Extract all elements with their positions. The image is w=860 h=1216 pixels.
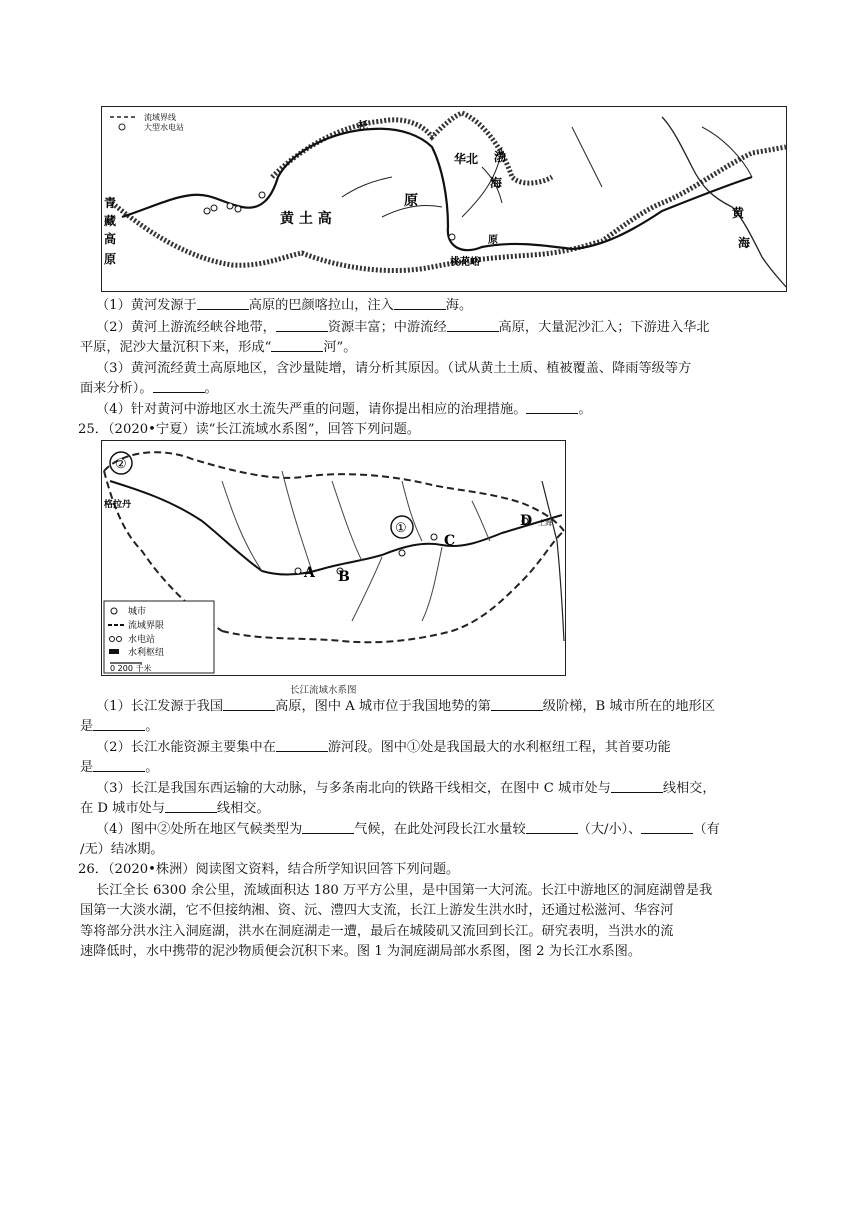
answer-blank[interactable]	[276, 318, 328, 332]
yangtze-legend-boundary: 流域界限	[128, 621, 165, 631]
q25-text-2a: 是	[80, 719, 94, 734]
q25-text-3a: （2）长江水能资源主要集中在	[96, 740, 276, 755]
map1-label-huabei: 华北	[454, 152, 479, 166]
q25-text-6b: 线相交。	[216, 801, 270, 816]
answer-blank[interactable]	[394, 296, 446, 310]
q24-text-1b: 高原的巴颜喀拉山，注入	[248, 298, 394, 313]
answer-blank[interactable]	[93, 717, 145, 731]
q24-text-2c: 高原，大量泥沙汇入；下游进入华北	[498, 320, 710, 335]
yangtze-legend-hub: 水利枢纽	[128, 648, 165, 658]
q26-heading-text: 26．（2020•株洲）阅读图文资料，结合所学知识回答下列问题。	[78, 862, 460, 877]
q25-line-2	[80, 717, 158, 736]
yangtze-mark-1: ①	[395, 521, 407, 536]
yangtze-river-map	[101, 440, 566, 676]
map1-label-qing: 青	[104, 196, 117, 210]
q24-text-2a: （2）黄河上游流经峡谷地带，	[96, 320, 276, 335]
q25-text-7d: （有	[693, 822, 720, 837]
q24-text-5a: 面来分析）。	[80, 381, 153, 396]
q25-text-8: /无）结冰期。	[80, 842, 164, 857]
map1-label-taohuayu: 桃花峪	[450, 257, 480, 268]
q25-line-4	[80, 758, 158, 777]
q25-heading	[78, 420, 420, 439]
q25-text-1b: 高原，图中 A 城市位于我国地势的第	[275, 699, 491, 714]
q24-text-1c: 海。	[445, 298, 473, 313]
q24-text-5b: 。	[204, 381, 218, 396]
q25-text-7c: （大/小）、	[577, 822, 642, 837]
map1-label-yuan: 原	[104, 252, 117, 266]
q24-line-4	[96, 359, 691, 378]
q24-text-6b: 。	[578, 402, 592, 417]
yangtze-legend-scale: 0 200 千米	[110, 664, 152, 673]
q25-line-7	[96, 820, 720, 839]
q25-line-8	[80, 840, 164, 859]
answer-blank[interactable]	[526, 400, 578, 414]
q24-text-3b: 河”。	[323, 340, 357, 355]
q24-line-2	[96, 318, 710, 337]
q24-text-2b: 资源丰富；中游流经	[327, 320, 447, 335]
q25-line-6	[80, 799, 270, 818]
yangtze-city-B: B	[338, 569, 350, 585]
answer-blank[interactable]	[276, 738, 328, 752]
q25-text-4b: 。	[145, 760, 159, 775]
answer-blank[interactable]	[271, 338, 323, 352]
q26-para-2: 国第一大淡水湖，它不但接纳湘、资、沅、澧四大支流，长江上游发生洪水时，还通过松滋河、华容河	[80, 903, 674, 918]
q24-text-3a: 平原，泥沙大量沉积下来，形成“	[80, 340, 272, 355]
q25-line-3	[96, 738, 671, 757]
map1-label-tuo: 托	[358, 121, 368, 132]
answer-blank[interactable]	[197, 296, 249, 310]
map1-label-hai: 海	[490, 176, 503, 190]
q25-text-7a: （4）图中②处所在地区气候类型为	[96, 822, 303, 837]
legend-boundary: 流域界线	[144, 113, 176, 122]
yangtze-legend-city: 城市	[128, 607, 147, 617]
yangtze-legend-station: 水电站	[128, 635, 156, 645]
q25-line-5	[96, 779, 716, 798]
q24-line-1	[96, 296, 472, 315]
q25-text-1a: （1）长江发源于我国	[96, 699, 224, 714]
q25-text-1c: 级阶梯，B 城市所在的地形区	[542, 699, 715, 714]
map1-label-huang: 黄	[732, 206, 745, 220]
map1-label-loess-yuan: 原	[404, 193, 418, 209]
yangtze-city-A: A	[304, 565, 315, 581]
yangtze-city-C: C	[444, 533, 456, 549]
q26-heading	[78, 860, 459, 879]
q24-text-4: （3）黄河流经黄土高原地区，含沙量陡增，请分析其原因。（试从黄土土质、植被覆盖、降雨等级等方	[96, 361, 692, 376]
q25-text-3b: 游河段。图中①处是我国最大的水利枢纽工程，其首要功能	[327, 740, 671, 755]
q24-line-6	[96, 400, 592, 419]
q25-line-1	[96, 697, 715, 716]
q25-text-5b: 线相交，	[662, 781, 716, 796]
q26-para-4: 速降低时，水中携带的泥沙物质便会沉积下来。图 1 为洞庭湖局部水系图，图 2 为长江水系图。	[80, 944, 642, 959]
answer-blank[interactable]	[526, 820, 578, 834]
yangtze-map-caption: 长江流域水系图	[290, 685, 357, 696]
legend-station: 大型水电站	[144, 123, 184, 132]
answer-blank[interactable]	[447, 318, 499, 332]
map1-label-hai2: 海	[738, 236, 751, 250]
yellow-river-map	[101, 106, 787, 292]
q25-text-2b: 。	[145, 719, 159, 734]
yangtze-mark-2: ②	[115, 457, 127, 472]
q26-para-1: 长江全长 6300 余公里，流域面积达 180 万平方公里，是中国第一大河流。长江中游地区的洞庭湖曾是我	[96, 883, 713, 898]
map1-label-yuan3: 原	[488, 235, 498, 246]
q24-line-3	[80, 338, 357, 357]
yangtze-city-D: D	[520, 513, 533, 529]
q25-text-6a: 在 D 城市处与	[80, 801, 165, 816]
q25-text-4a: 是	[80, 760, 94, 775]
q26-para-3: 等将部分洪水注入洞庭湖，洪水在洞庭湖走一遭，最后在城陵矶又流回到长江。研究表明，当洪水的流	[80, 924, 674, 939]
map1-label-gao: 高	[104, 232, 117, 246]
answer-blank[interactable]	[491, 697, 543, 711]
answer-blank[interactable]	[611, 779, 663, 793]
answer-blank[interactable]	[93, 758, 145, 772]
answer-blank[interactable]	[165, 799, 217, 813]
answer-blank[interactable]	[302, 820, 354, 834]
map1-label-loess-plateau: 黄 土 高	[280, 211, 332, 227]
q24-text-1a: （1）黄河发源于	[96, 298, 197, 313]
answer-blank[interactable]	[641, 820, 693, 834]
yangtze-map-drawing	[102, 441, 565, 675]
q25-heading-text: 25．（2020•宁夏）读“长江流域水系图”，回答下列问题。	[78, 422, 420, 437]
yellow-river-map-drawing	[102, 107, 786, 291]
answer-blank[interactable]	[223, 697, 275, 711]
answer-blank[interactable]	[153, 379, 205, 393]
yangtze-label-geladandong: 格拉丹	[104, 500, 132, 510]
yangtze-label-shanghai: 上海	[538, 519, 552, 527]
map1-label-zang: 藏	[104, 214, 117, 228]
q24-text-6a: （4）针对黄河中游地区水土流失严重的问题，请你提出相应的治理措施。	[96, 402, 527, 417]
q24-line-5	[80, 379, 218, 398]
q25-text-5a: （3）长江是我国东西运输的大动脉，与多条南北向的铁路干线相交，在图中 C 城市处与	[96, 781, 611, 796]
q25-text-7b: 气候，在此处河段长江水量较	[354, 822, 526, 837]
map1-label-bo: 渤	[494, 150, 507, 164]
